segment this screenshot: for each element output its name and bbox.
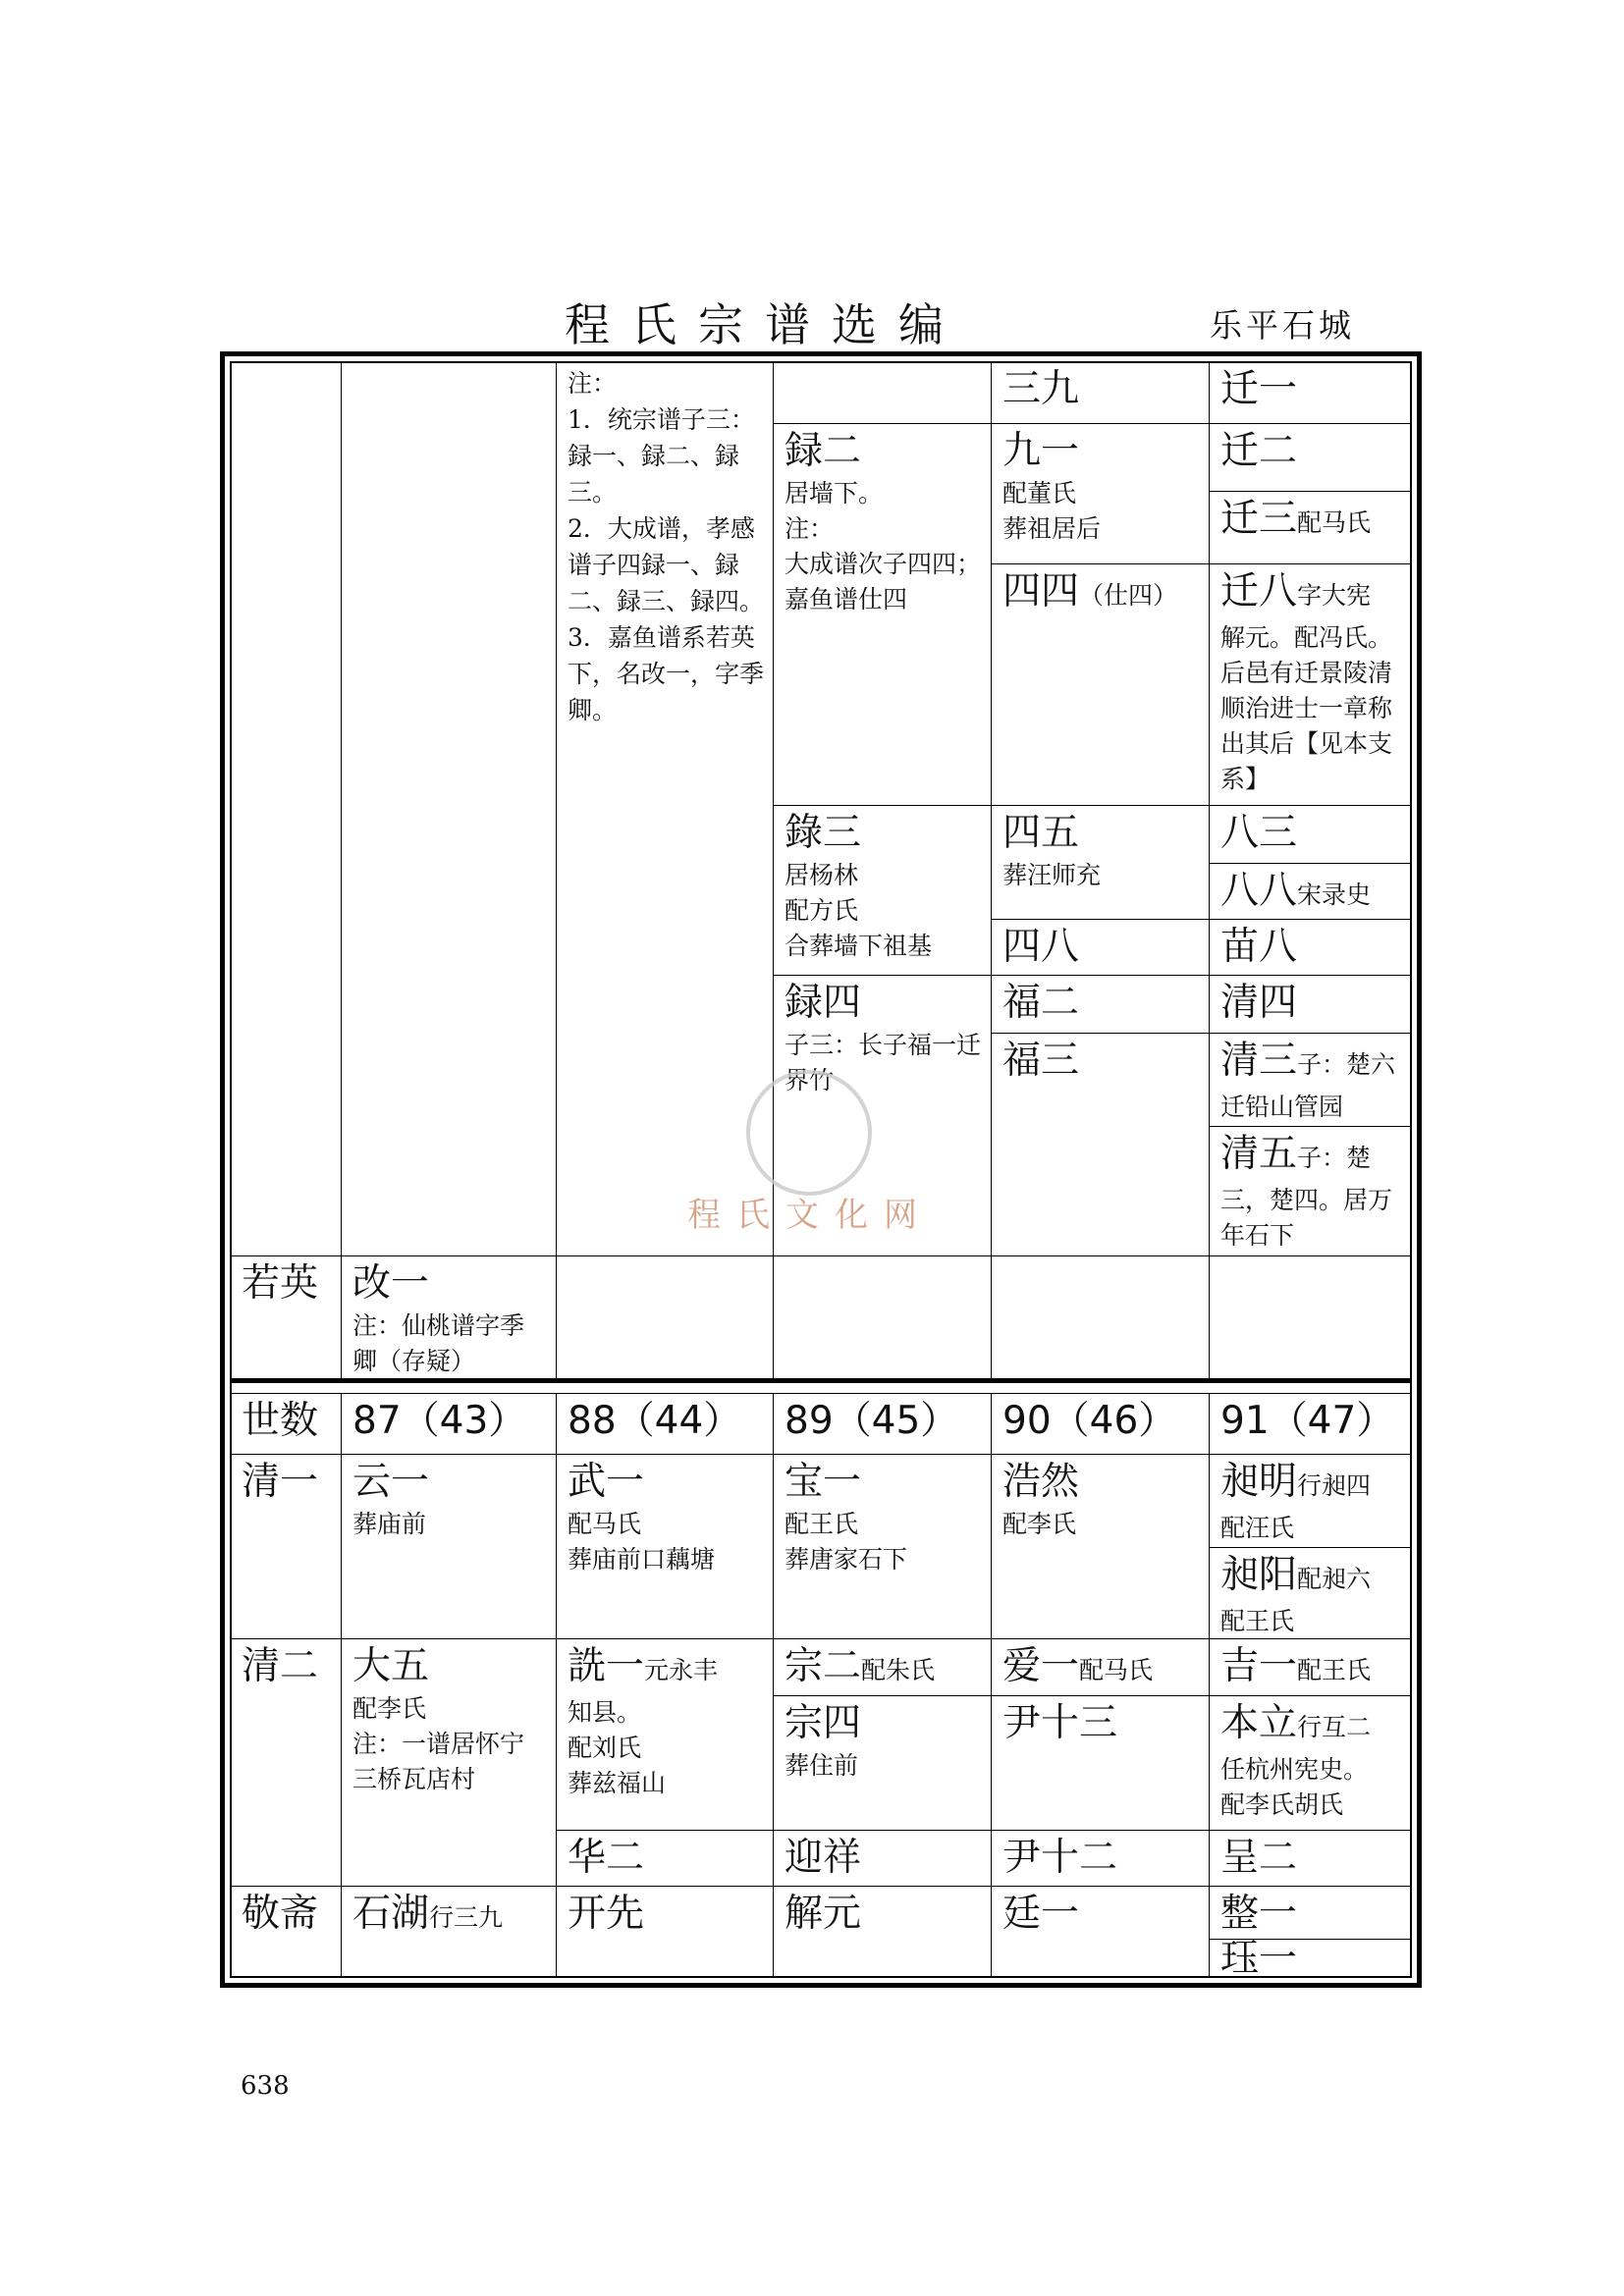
lu3-note: 居杨林 配方氏 合葬墙下祖基 [785, 861, 933, 960]
qing2-c87 [341, 1638, 557, 1887]
qing1-c91b-note: 配王氏 [1220, 1607, 1295, 1635]
qing2-c89c-name: 迎祥 [785, 1836, 862, 1880]
jingzhai-c87-name: 石湖 [352, 1892, 430, 1936]
header-shishu-text: 世数 [242, 1399, 319, 1443]
qing1-c88-name: 武一 [568, 1460, 645, 1504]
lu2-name: 録二 [785, 429, 862, 473]
qing2-c88a-suffix: 元永丰 [644, 1656, 719, 1684]
header-gen88-text: 88（44） [568, 1399, 742, 1443]
ruoying-empty-1 [556, 1255, 774, 1380]
qing2-c89a [773, 1638, 992, 1696]
header-gen90 [991, 1393, 1210, 1455]
g90-qiansan-name: 迁三 [1220, 497, 1298, 541]
g90-qingsi-cell [1209, 975, 1412, 1034]
qing1-c91a [1209, 1454, 1412, 1548]
g90-qianyi-cell [1209, 361, 1412, 424]
jingzhai-c88-name: 开先 [568, 1892, 645, 1936]
g90-qianba-suffix: 字大宪 [1297, 581, 1372, 610]
jingzhai-c87-suffix: 行三九 [429, 1903, 504, 1932]
header-gen88 [556, 1393, 774, 1455]
g89-fusan-name: 福三 [1002, 1039, 1080, 1083]
qing2-c88a [556, 1638, 774, 1831]
upper-col1-cell [230, 361, 342, 1256]
qing2-c88a-name: 詵一 [568, 1644, 645, 1688]
jingzhai-c88 [556, 1886, 774, 1978]
qing2-c89b-note: 葬住前 [785, 1751, 859, 1780]
ruoying-gen-cell [230, 1255, 342, 1380]
g90-basan-name: 八三 [1220, 811, 1298, 855]
g90-qingwu-name: 清五 [1220, 1132, 1298, 1176]
g89-jiuyi-note: 配董氏 葬祖居后 [1002, 479, 1102, 543]
g89-siwu-cell [991, 805, 1210, 920]
g89-sisi-line [1002, 567, 1201, 620]
jingzhai-c91b-name: 珏一 [1220, 1939, 1298, 1978]
header-gen91-text: 91（47） [1220, 1399, 1395, 1443]
qing2-c91b-name: 本立 [1220, 1701, 1298, 1745]
g90-qianba-line [1220, 567, 1403, 620]
qing1-c91b [1209, 1547, 1412, 1639]
qing2-c90a-suffix: 配马氏 [1079, 1656, 1154, 1684]
qing1-c91a-suffix: 行昶四 [1297, 1471, 1372, 1500]
header-gen90-text: 90（46） [1002, 1399, 1177, 1443]
jingzhai-c87 [341, 1886, 557, 1978]
lu3-cell [773, 805, 992, 976]
g90-baba-name: 八八 [1220, 869, 1298, 913]
qing2-c87-name: 大五 [352, 1644, 430, 1688]
g89-siba-name: 四八 [1002, 925, 1080, 969]
g90-qiansan-suffix: 配马氏 [1297, 508, 1372, 537]
g90-baba-cell [1209, 863, 1412, 920]
g90-qiansan-cell [1209, 491, 1412, 564]
qing2-c89b [773, 1695, 992, 1831]
ruoying-note: 注：仙桃谱字季卿（存疑） [352, 1311, 525, 1375]
lu3-name: 錄三 [785, 811, 862, 855]
header-gen87 [341, 1393, 557, 1455]
qing2-c89c [773, 1830, 992, 1887]
qing1-c90 [991, 1454, 1210, 1639]
qing1-c87-name: 云一 [352, 1460, 430, 1504]
qing2-gen-cell [230, 1638, 342, 1887]
qing2-c91c [1209, 1830, 1412, 1887]
g90-baba-line [1220, 867, 1403, 920]
g90-qiansan-line [1220, 495, 1403, 548]
qing1-c90-name: 浩然 [1002, 1460, 1080, 1504]
qing2-c89b-name: 宗四 [785, 1701, 862, 1745]
jingzhai-c87-line [352, 1890, 548, 1943]
qing2-gen: 清二 [242, 1644, 319, 1688]
watermark-text: 程氏文化网 [687, 1196, 933, 1235]
g90-qingsi-name: 清四 [1220, 981, 1298, 1025]
qing2-c90a-name: 爱一 [1002, 1644, 1080, 1688]
ruoying-name-cell [341, 1255, 557, 1380]
jingzhai-gen: 敬斋 [242, 1892, 319, 1936]
g90-qingwu-line [1220, 1130, 1403, 1183]
jingzhai-c91b [1209, 1939, 1412, 1978]
g89-jiuyi-cell [991, 423, 1210, 564]
lu2-note: 居墙下。 注： 大成谱次子四四；嘉鱼谱仕四 [785, 479, 982, 614]
upper-c88-empty [773, 361, 992, 424]
g89-sisi-name: 四四 [1002, 569, 1080, 614]
qing2-c88b [556, 1830, 774, 1887]
lu2-cell [773, 423, 992, 806]
g90-basan-cell [1209, 805, 1412, 864]
qing2-c91a-name: 吉一 [1220, 1644, 1298, 1688]
g90-qingwu-cell [1209, 1126, 1412, 1256]
qing2-c90b-name: 尹十三 [1002, 1701, 1118, 1745]
header-gen91 [1209, 1393, 1412, 1455]
g89-sisi-suffix: （仕四） [1079, 581, 1178, 610]
g89-sanjiu-cell [991, 361, 1210, 424]
jingzhai-c91a-name: 整一 [1220, 1892, 1298, 1936]
qing2-c90a [991, 1638, 1210, 1696]
qing1-c91a-line [1220, 1458, 1403, 1511]
g90-qingsan-suffix: 子：楚六 [1297, 1050, 1396, 1079]
header-gen87-text: 87（43） [352, 1399, 527, 1443]
lu4-name: 録四 [785, 981, 862, 1025]
page-title: 程氏宗谱选编 [565, 298, 965, 351]
upper-col2-cell [341, 361, 557, 1256]
g90-qingwu-note: 三，楚四。居万年石下 [1220, 1186, 1393, 1250]
qing1-c88 [556, 1454, 774, 1639]
section-divider [230, 1378, 1412, 1383]
qing1-c91a-note: 配汪氏 [1220, 1514, 1295, 1542]
qing2-c90b [991, 1695, 1210, 1831]
qing1-c89-note: 配王氏 葬唐家石下 [785, 1510, 908, 1574]
notes-text: 注： 1．统宗谱子三：録一、録二、録三。 2．大成谱，孝感谱子四録一、録二、録三、録四。 3．嘉鱼谱系若英下，名改一，字季卿。 [568, 369, 765, 724]
g90-qianba-note: 解元。配冯氏。后邑有迁景陵清顺治进士一章称出其后【见本支系】 [1220, 623, 1393, 793]
qing1-c91b-suffix: 配昶六 [1297, 1565, 1372, 1593]
page-subtitle: 乐平石城 [1210, 306, 1355, 345]
g90-qianer-name: 迁二 [1220, 429, 1298, 473]
g89-sanjiu-name: 三九 [1002, 367, 1080, 411]
ruoying-gen: 若英 [242, 1261, 319, 1306]
qing2-c91a-suffix: 配王氏 [1297, 1656, 1372, 1684]
g90-qianba-name: 迁八 [1220, 569, 1298, 614]
ruoying-name: 改一 [352, 1261, 430, 1306]
qing2-c88a-note: 知县。 配刘氏 葬兹福山 [568, 1698, 667, 1797]
page-number: 638 [241, 2071, 290, 2101]
qing1-c87 [341, 1454, 557, 1639]
g90-qianba-cell [1209, 563, 1412, 806]
jingzhai-c89-name: 解元 [785, 1892, 862, 1936]
qing1-c91b-line [1220, 1551, 1403, 1604]
qing2-c90a-line [1002, 1642, 1201, 1695]
jingzhai-c91a [1209, 1886, 1412, 1940]
qing1-gen-cell [230, 1454, 342, 1639]
qing2-c87-note: 配李氏 注：一谱居怀宁三桥瓦店村 [352, 1694, 525, 1793]
g90-qianer-cell [1209, 423, 1412, 492]
g89-fusan-cell [991, 1033, 1210, 1256]
ruoying-empty-2 [773, 1255, 992, 1380]
qing1-gen: 清一 [242, 1460, 319, 1504]
qing2-c91b-suffix: 行互二 [1297, 1713, 1372, 1741]
qing2-c89a-name: 宗二 [785, 1644, 862, 1688]
g90-qingsan-note: 迁铅山管园 [1220, 1093, 1344, 1121]
qing1-c89-name: 宝一 [785, 1460, 862, 1504]
qing1-c91a-name: 昶明 [1220, 1460, 1298, 1504]
jingzhai-c90 [991, 1886, 1210, 1978]
qing1-c88-note: 配马氏 葬庙前口藕塘 [568, 1510, 716, 1574]
lu4-note: 子三：长子福一迁界竹 [785, 1031, 982, 1095]
ruoying-empty-3 [991, 1255, 1210, 1380]
qing2-c91b-note: 任杭州宪史。 配李氏胡氏 [1220, 1755, 1369, 1819]
g89-siwu-name: 四五 [1002, 811, 1080, 855]
header-gen89 [773, 1393, 992, 1455]
qing1-c91b-name: 昶阳 [1220, 1553, 1298, 1597]
g89-siba-cell [991, 919, 1210, 976]
header-shishu [230, 1393, 342, 1455]
header-gen89-text: 89（45） [785, 1399, 959, 1443]
qing1-c87-note: 葬庙前 [352, 1510, 427, 1538]
g90-baba-suffix: 宋录史 [1297, 881, 1372, 909]
jingzhai-c90-name: 廷一 [1002, 1892, 1080, 1936]
qing2-c91c-name: 呈二 [1220, 1836, 1298, 1880]
qing2-c91b [1209, 1695, 1412, 1831]
qing2-c88b-name: 华二 [568, 1836, 645, 1880]
g89-siwu-note: 葬汪师充 [1002, 861, 1102, 889]
watermark-seal [746, 1070, 872, 1196]
g90-qingsan-cell [1209, 1033, 1412, 1127]
jingzhai-gen-cell [230, 1886, 342, 1978]
ruoying-empty-4 [1209, 1255, 1412, 1380]
g90-qingsan-name: 清三 [1220, 1039, 1298, 1083]
g90-qianyi-name: 迁一 [1220, 367, 1298, 411]
qing2-c88a-line [568, 1642, 765, 1695]
g90-qingsan-line [1220, 1037, 1403, 1090]
qing2-c89a-line [785, 1642, 983, 1695]
qing1-c89 [773, 1454, 992, 1639]
g90-miaoba-name: 苗八 [1220, 925, 1298, 969]
g89-fuer-cell [991, 975, 1210, 1034]
qing2-c91a-line [1220, 1642, 1403, 1695]
qing2-c91b-line [1220, 1699, 1403, 1752]
qing2-c90c-name: 尹十二 [1002, 1836, 1118, 1880]
g90-miaoba-cell [1209, 919, 1412, 976]
qing2-c91a [1209, 1638, 1412, 1696]
notes-cell [556, 361, 774, 1256]
g89-sisi-cell [991, 563, 1210, 806]
qing2-c90c [991, 1830, 1210, 1887]
g89-fuer-name: 福二 [1002, 981, 1080, 1025]
g89-jiuyi-name: 九一 [1002, 429, 1080, 473]
jingzhai-c89 [773, 1886, 992, 1978]
g90-qingwu-suffix: 子：楚 [1297, 1144, 1372, 1172]
qing1-c90-note: 配李氏 [1002, 1510, 1077, 1538]
qing2-c89a-suffix: 配朱氏 [861, 1656, 936, 1684]
